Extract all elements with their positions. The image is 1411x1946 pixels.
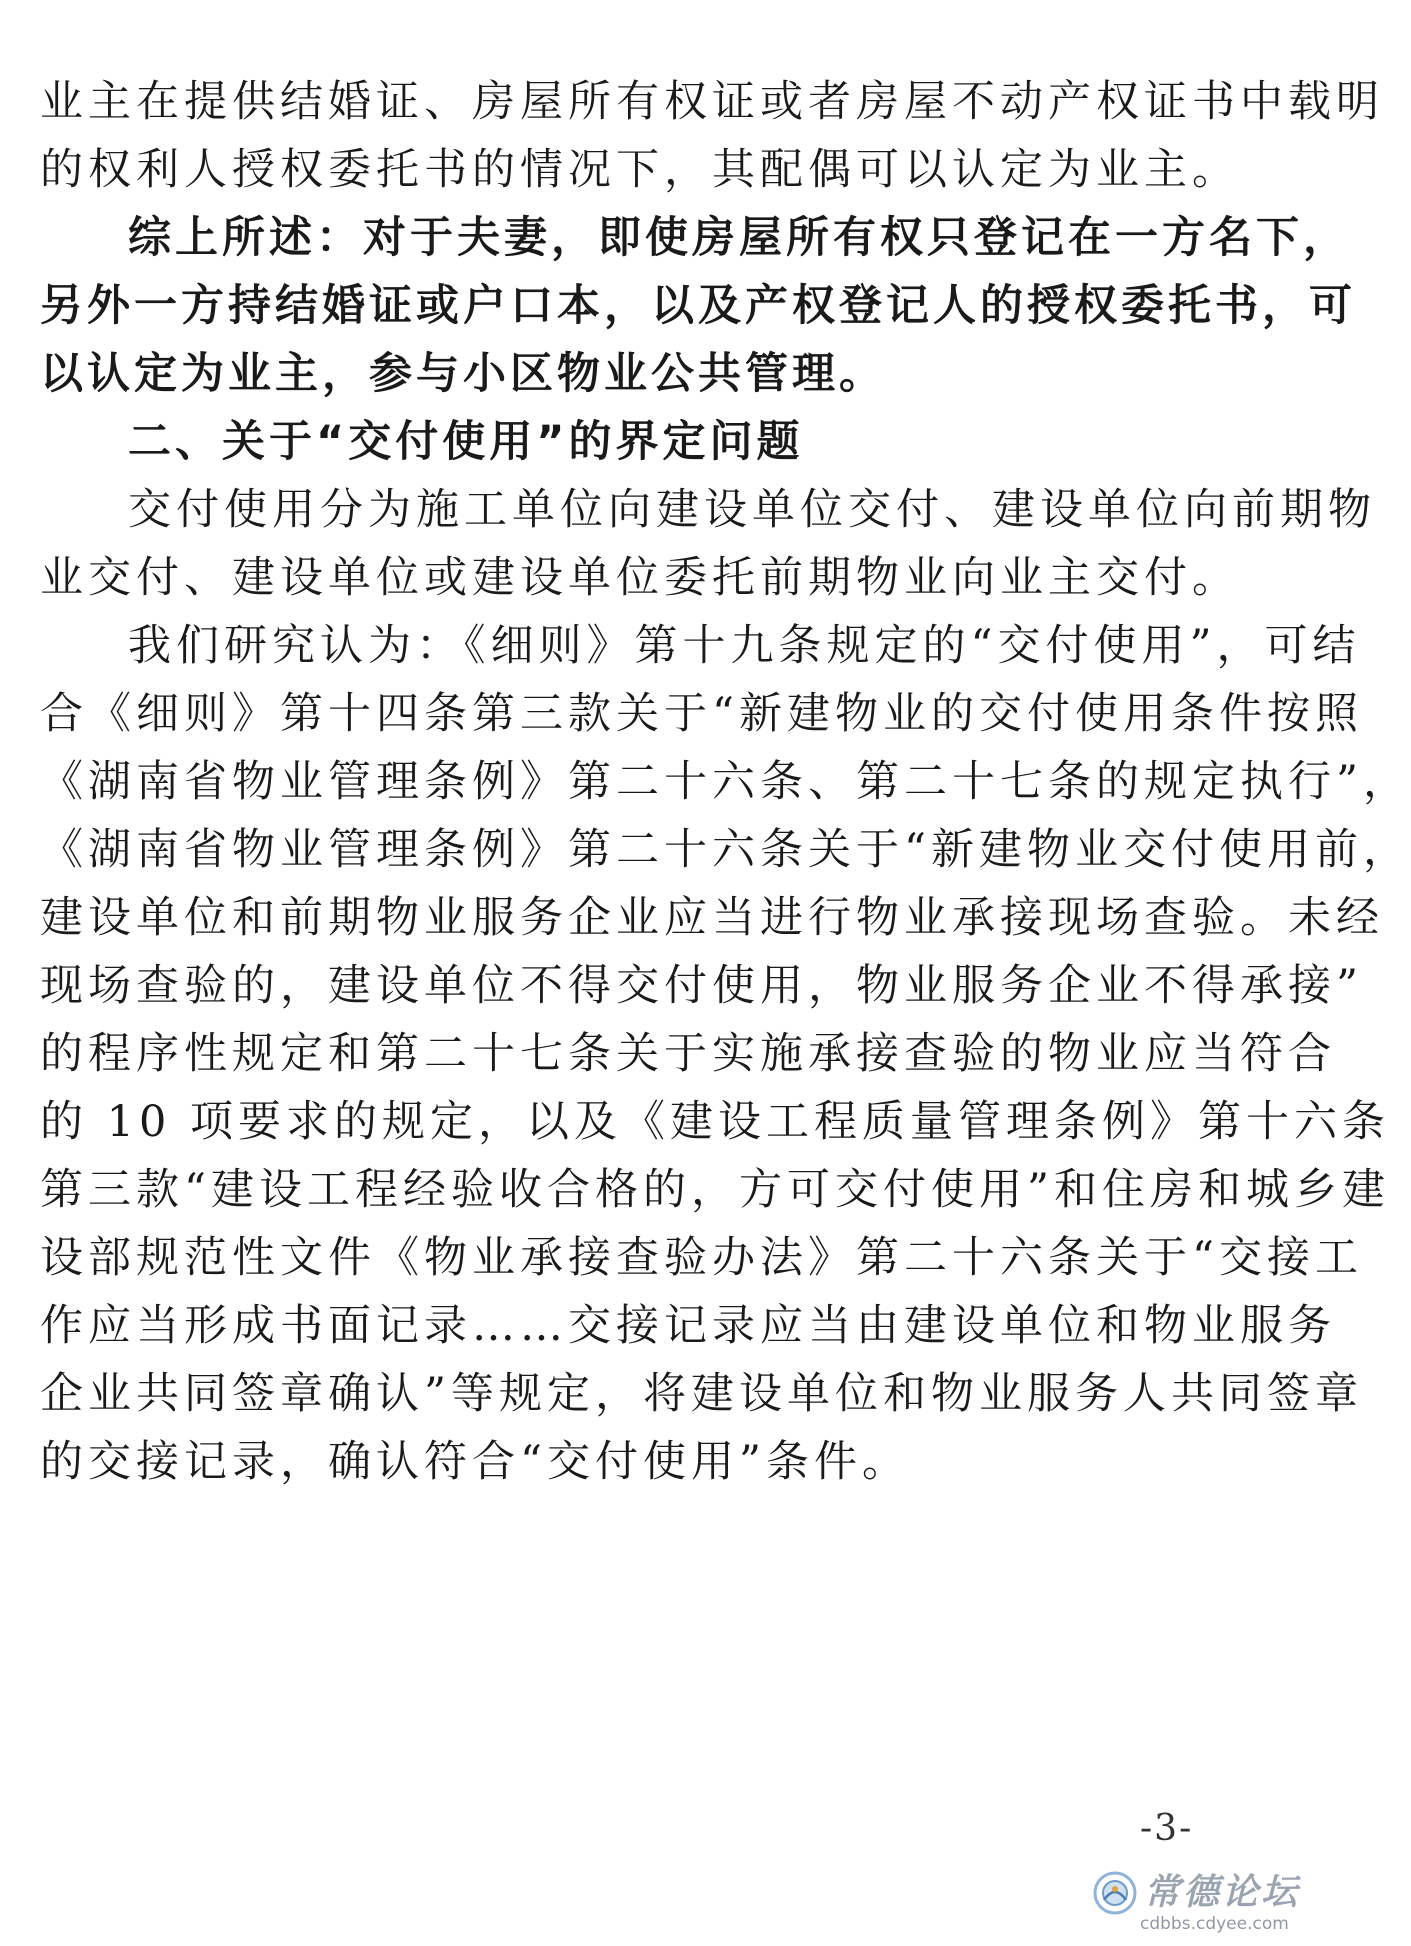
page-number: -3-	[1140, 1808, 1194, 1849]
watermark-title: 常德论坛	[1144, 1871, 1301, 1913]
body-text-line: 业主在提供结婚证、房屋所有权证或者房屋不动产权证书中载明	[40, 77, 1384, 127]
forum-logo-icon	[1092, 1870, 1138, 1916]
body-text-line: 《湖南省物业管理条例》第二十六条关于“新建物业交付使用前，	[40, 825, 1411, 875]
section-heading: 二、关于“交付使用”的界定问题	[128, 417, 804, 467]
forum-watermark	[1092, 1862, 1301, 1942]
body-text-line: 的交接记录，确认符合“交付使用”条件。	[40, 1437, 910, 1487]
body-text-line: 的权利人授权委托书的情况下，其配偶可以认定为业主。	[40, 145, 1240, 195]
body-text-line: 的 10 项要求的规定，以及《建设工程质量管理条例》第十六条	[40, 1097, 1391, 1147]
summary-text-line: 综上所述：对于夫妻，即使房屋所有权只登记在一方名下，	[128, 213, 1350, 263]
body-text-line: 建设单位和前期物业服务企业应当进行物业承接现场查验。未经	[40, 893, 1384, 943]
body-text-line: 《湖南省物业管理条例》第二十六条、第二十七条的规定执行”，	[40, 757, 1411, 807]
body-text-line: 我们研究认为：《细则》第十九条规定的“交付使用”，可结	[128, 621, 1361, 671]
summary-text-line: 另外一方持结婚证或户口本，以及产权登记人的授权委托书，可	[40, 281, 1356, 331]
body-text-line: 现场查验的，建设单位不得交付使用，物业服务企业不得承接”	[40, 961, 1363, 1011]
body-text-line: 设部规范性文件《物业承接查验办法》第二十六条关于“交接工	[40, 1233, 1363, 1283]
body-text-line: 合《细则》第十四条第三款关于“新建物业的交付使用条件按照	[40, 689, 1363, 739]
watermark-url: cdbbs.cdyee.com	[1140, 1914, 1289, 1934]
body-text-line: 作应当形成书面记录……交接记录应当由建设单位和物业服务	[40, 1301, 1336, 1351]
body-text-line: 的程序性规定和第二十七条关于实施承接查验的物业应当符合	[40, 1029, 1336, 1079]
summary-text-line: 以认定为业主，参与小区物业公共管理。	[40, 349, 886, 399]
body-text-line: 第三款“建设工程经验收合格的，方可交付使用”和住房和城乡建	[40, 1165, 1390, 1215]
body-text-line: 企业共同签章确认”等规定，将建设单位和物业服务人共同签章	[40, 1369, 1363, 1419]
body-text-line: 交付使用分为施工单位向建设单位交付、建设单位向前期物	[128, 485, 1376, 535]
body-text-line: 业交付、建设单位或建设单位委托前期物业向业主交付。	[40, 553, 1240, 603]
